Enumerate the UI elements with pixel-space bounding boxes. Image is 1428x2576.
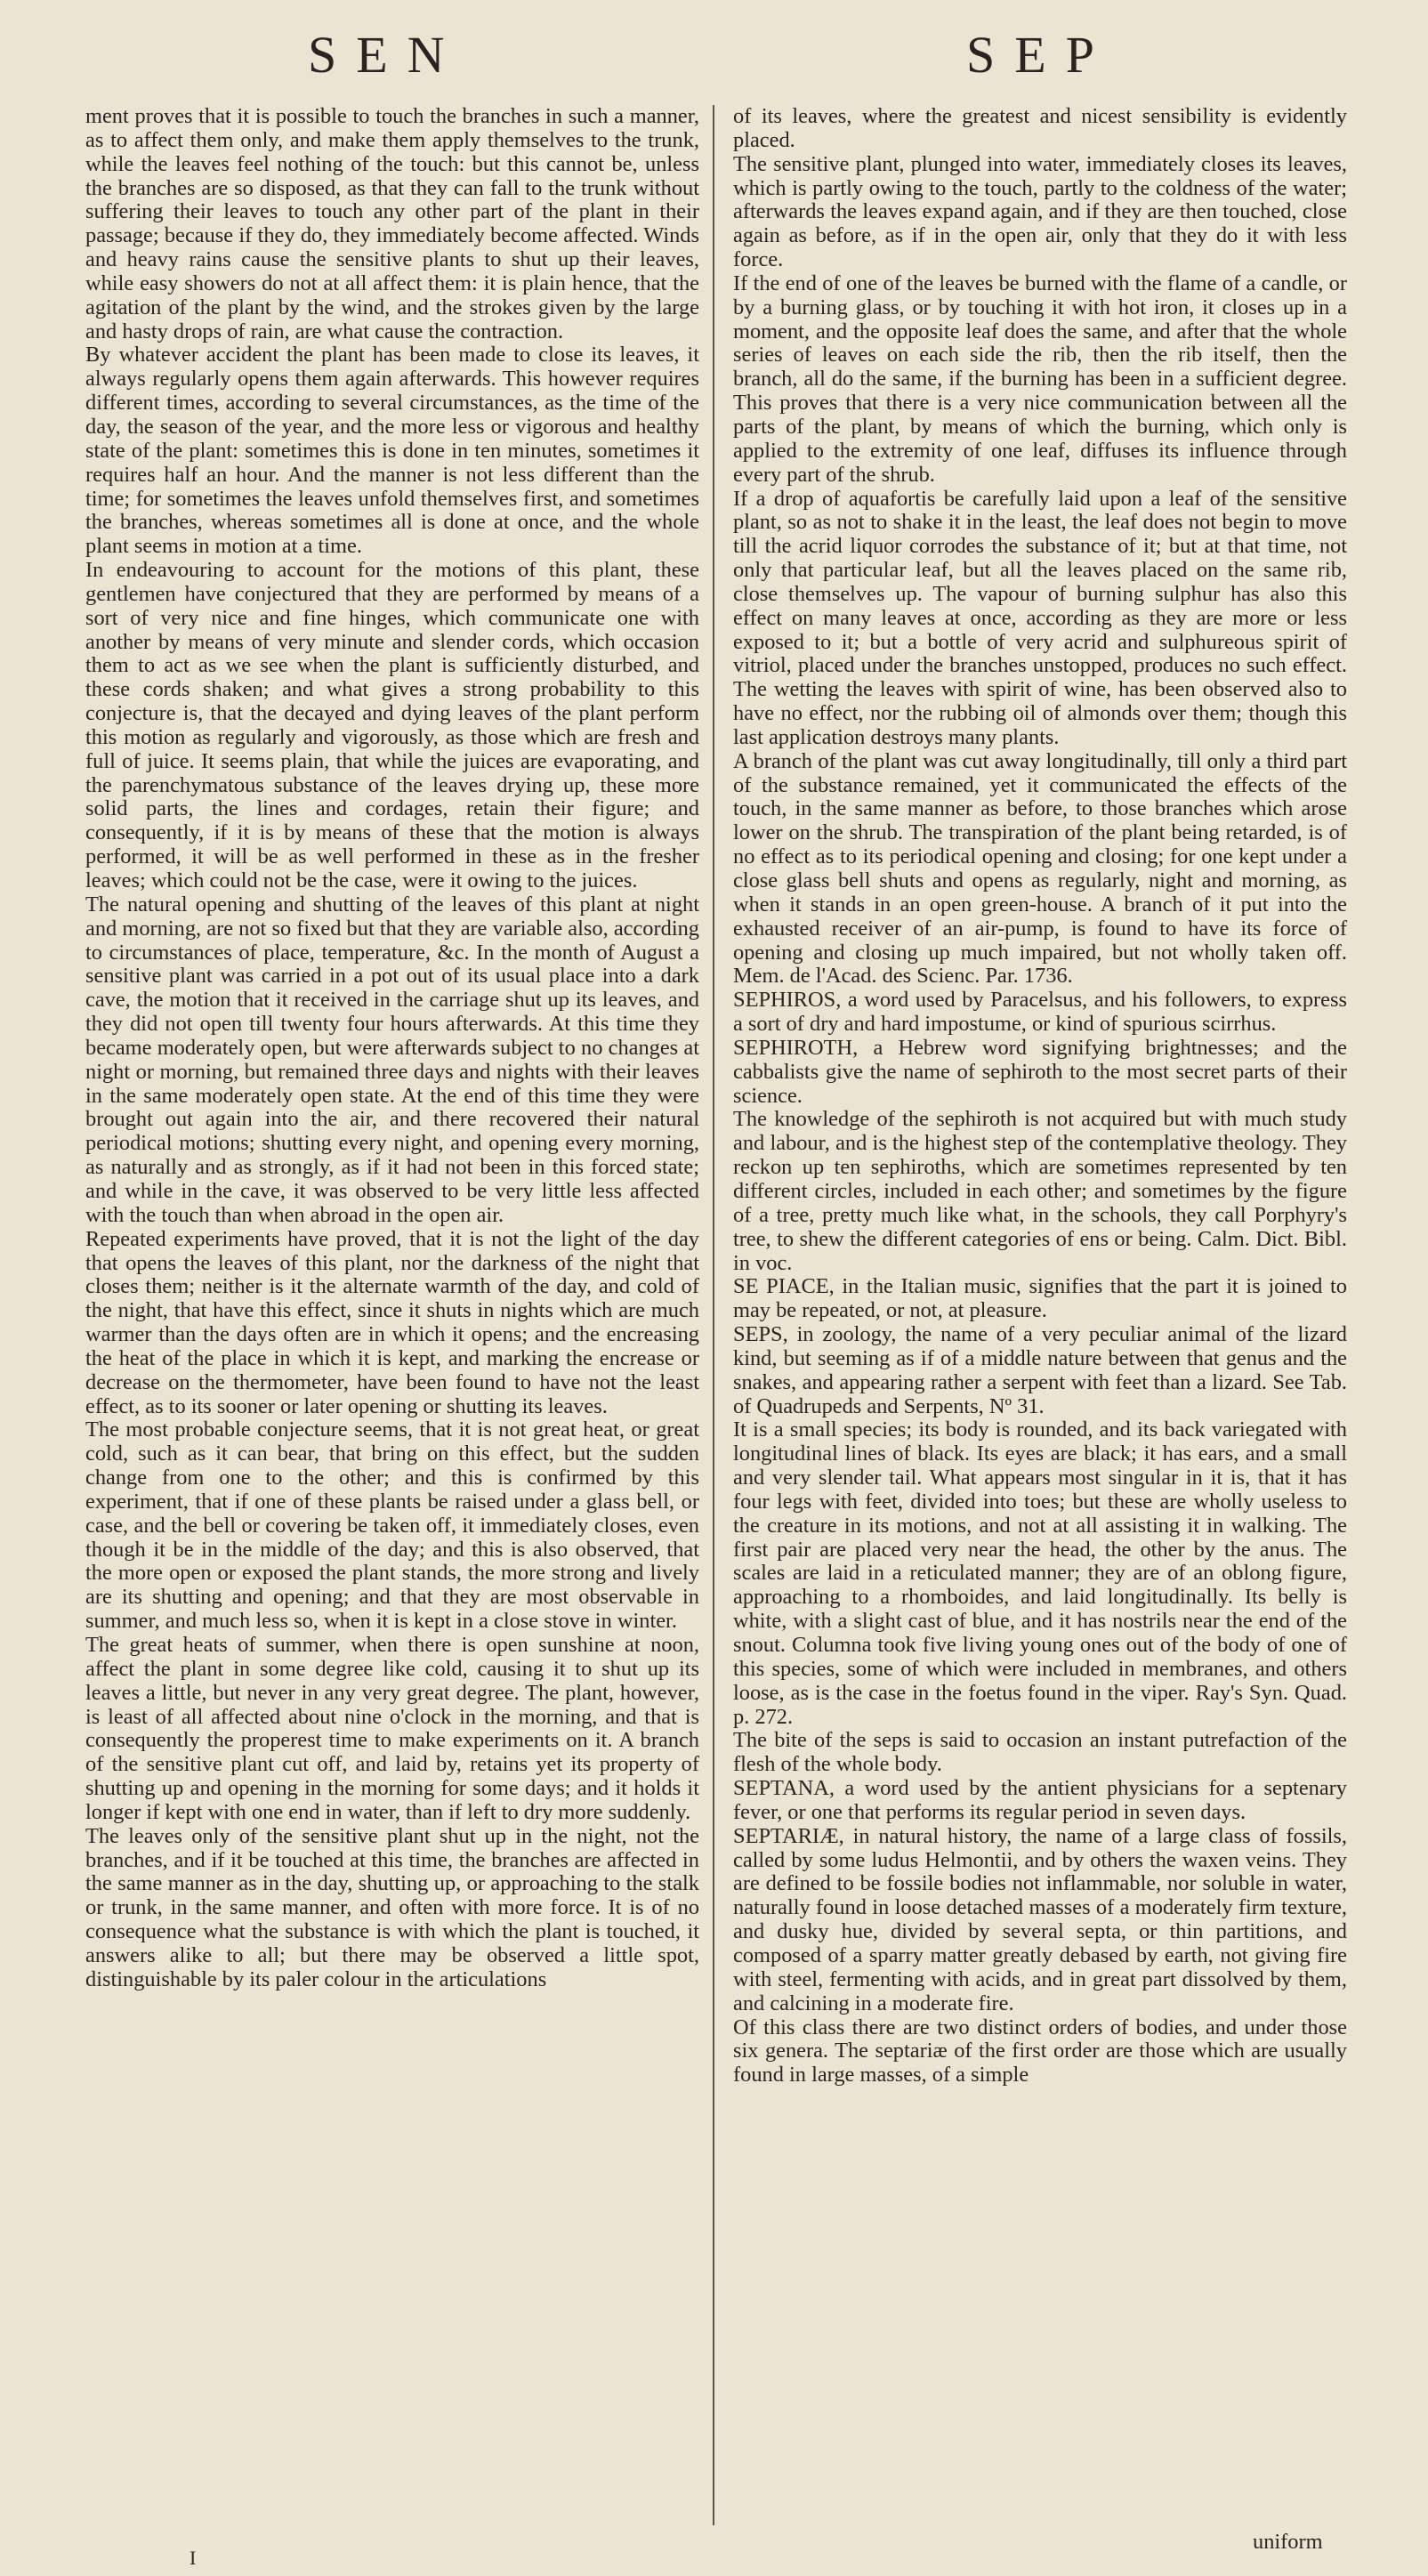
- running-header: [0, 25, 1428, 87]
- right-running-head: SEP: [966, 26, 1114, 84]
- paragraph: The great heats of summer, when there is open sunshine at noon, affect the plant in some degree like cold, causing it to shut up its leaves a little, but never in any very great degree. The plant, however, is least of all affected about nine o'clock in the morning, and that is consequently the properest time to make experiments on it. A branch of the sensitive plant cut off, and laid by, retains yet its property of shutting up and opening in the morning for some days; and it holds it longer if kept with one end in water, than if left to dry more suddenly.: [85, 1633, 699, 1824]
- paragraph: The knowledge of the sephiroth is not acquired but with much study and labour, and is the highest step of the contemplative theology. They reckon up ten sephiroths, which are sometimes represented by ten different circles, included in each other; and sometimes by the figure of a tree, pretty much like what, in the schools, they call Porphyry's tree, to shew the different categories of ens or being. Calm. Dict. Bibl. in voc.: [733, 1107, 1347, 1275]
- catchword: uniform: [1253, 2530, 1323, 2554]
- left-column: [85, 105, 699, 1992]
- paragraph: A branch of the plant was cut away longitudinally, till only a third part of the substance remained, yet it communicated the effects of the touch, in the same manner as before, to those branches which arose lower on the shrub. The transpiration of the plant being retarded, is of no effect as to its periodical opening and closing; for one kept under a close glass bell shuts and opens as regularly, night and morning, as when it stands in an open green-house. A branch of it put into the exhausted receiver of an air-pump, is found to have its force of opening and closing up much impaired, but not wholly taken off. Mem. de l'Acad. des Scienc. Par. 1736.: [733, 748, 1347, 989]
- paragraph: The leaves only of the sensitive plant shut up in the night, not the branches, and if it be touched at this time, the branches are affected in the same manner as in the day, shutting up, or approaching to the stalk or trunk, in the same manner, and often with more force. It is of no consequence what the substance is with which the plant is touched, it answers alike to all; but there may be observed a little spot, distinguishable by its paler colour in the articulations: [85, 1823, 699, 1991]
- signature-mark: I: [190, 2547, 197, 2569]
- column-divider: [713, 105, 714, 2525]
- entry-sephiros: SEPHIROS, a word used by Paracelsus, and his followers, to express a sort of dry and hard impostume, or kind of spurious scirrhus.: [733, 988, 1347, 1037]
- paragraph: The natural opening and shutting of the leaves of this plant at night and morning, are not so fixed but that they are variable also, according to circumstances of place, temperature, &c. In the month of August a sensitive plant was carried in a pot out of its usual place into a dark cave, the motion that it received in the carriage shut up its leaves, and they did not open till twenty four hours afterwards. At this time they became moderately open, but were afterwards subject to no changes at night or morning, but remained three days and nights with their leaves in the same moderately open state. At the end of this time they were brought out again into the air, and there recovered their natural periodical motions; shutting every night, and opening every morning, as naturally and as strongly, as if it had not been in this forced state; and while in the cave, it was observed to be very little less affected with the touch than when abroad in the open air.: [85, 892, 699, 1227]
- paragraph: By whatever accident the plant has been made to close its leaves, it always regularly opens them again afterwards. This however requires different times, according to several circumstances, as the time of the day, the season of the year, and the more less or vigorous and healthy state of the plant: sometimes this is done in ten minutes, sometimes it requires half an hour. And the manner is not less different than the time; for sometimes the leaves unfold themselves first, and sometimes the branches, whereas sometimes all is done at once, and the whole plant seems in motion at a time.: [85, 343, 699, 559]
- entry-seps: SEPS, in zoology, the name of a very peculiar animal of the lizard kind, but seeming as if of a middle nature between that genus and the snakes, and appearing rather a serpent with feet than a lizard. See Tab. of Quadrupeds and Serpents, Nº 31.: [733, 1322, 1347, 1418]
- paragraph: Repeated experiments have proved, that it is not the light of the day that opens the leaves of this plant, nor the darkness of the night that closes them; neither is it the alternate warmth of the day, and cold of the night, that have this effect, since it shuts in nights which are much warmer than the days often are in which it opens; and the encreasing the heat of the place in which it is kept, and marking the encrease or decrease on the thermometer, have been found to have not the least effect, as to its sooner or later opening or shutting its leaves.: [85, 1226, 699, 1418]
- paragraph: The most probable conjecture seems, that it is not great heat, or great cold, such as it can bear, that bring on this effect, but the sudden change from one to the other; and this is confirmed by this experiment, that if one of these plants be raised under a glass bell, or case, and the bell or covering be taken off, it immediately closes, even though it be in the middle of the day; and this is also observed, that the more open or exposed the plant stands, the more strong and lively are its shutting and opening; and that they are most observable in summer, and much less so, when it is kept in a close stove in winter.: [85, 1417, 699, 1634]
- paragraph: The sensitive plant, plunged into water, immediately closes its leaves, which is partly owing to the touch, partly to the coldness of the water; afterwards the leaves expand again, and if they are then touched, close again as before, as if in the open air, only that they do it with less force.: [733, 151, 1347, 272]
- paragraph: The bite of the seps is said to occasion an instant putrefaction of the flesh of the whole body.: [733, 1728, 1347, 1777]
- left-running-head: SEN: [308, 26, 464, 84]
- paragraph: It is a small species; its body is rounded, and its back variegated with longitudinal lines of black. Its eyes are black; it has ears, and a small and very slender tail. What appears most singular in it is, that it has four legs with feet, divided into toes; but these are wholly useless to the creature in its motions, and not at all assisting it in walking. The first pair are placed very near the head, the other by the anus. The scales are laid in a reticulated manner; they are of an oblong figure, approaching to a rhomboides, and laid longitudinally. Its belly is white, with a slight cast of blue, and it has nostrils near the end of the snout. Columna took five living young ones out of the body of one of this species, some of which were included in membranes, and others loose, as is the case in the foetus found in the viper. Ray's Syn. Quad. p. 272.: [733, 1417, 1347, 1729]
- entry-septariae: SEPTARIÆ, in natural history, the name of a large class of fossils, called by some ludus Helmontii, and by others the waxen veins. They are defined to be fossile bodies not inflammable, nor soluble in water, naturally found in loose detached masses of a moderately firm texture, and dusky hue, divided by several septa, or thin partitions, and composed of a sparry matter greatly debased by earth, not giving fire with steel, fermenting with acids, and in great part dissolved by them, and calcining in a moderate fire.: [733, 1823, 1347, 2015]
- paragraph: of its leaves, where the greatest and nicest sensibility is evidently placed.: [733, 104, 1347, 152]
- entry-septana: SEPTANA, a word used by the antient physicians for a septenary fever, or one that performs its regular period in seven days.: [733, 1776, 1347, 1824]
- paragraph: In endeavouring to account for the motions of this plant, these gentlemen have conjectured that they are performed by means of a sort of very nice and fine hinges, which communicate one with another by means of very minute and slender cords, which occasion them to act as we see when the plant is sufficiently disturbed, and these cords shaken; and what gives a strong probability to this conjecture is, that the decayed and dying leaves of the plant perform this motion as regularly and vigorously, as those which are fresh and full of juice. It seems plain, that while the juices are evaporating, and the parenchymatous substance of the leaves drying up, these more solid parts, the lines and cordages, retain their figure; and consequently, if it is by means of these that the motion is always performed, it will be as well performed in these as in the fresher leaves; which could not be the case, were it owing to the juices.: [85, 558, 699, 892]
- right-column: [733, 105, 1347, 2087]
- paragraph: Of this class there are two distinct orders of bodies, and under those six genera. The septariæ of the first order are those which are usually found in large masses, of a simple: [733, 2015, 1347, 2087]
- entry-sephiroth: SEPHIROTH, a Hebrew word signifying brightnesses; and the cabbalists give the name of sephiroth to the most secret parts of their science.: [733, 1035, 1347, 1108]
- paragraph: ment proves that it is possible to touch the branches in such a manner, as to affect them only, and make them apply themselves to the trunk, while the leaves feel nothing of the touch: but this cannot be, unless the branches are so disposed, as that they can fall to the trunk without suffering their leaves to touch any other part of the plant in their passage; because if they do, they immediately become affected. Winds and heavy rains cause the sensitive plants to shut up their leaves, while easy showers do not at all affect them: it is plain hence, that the agitation of the plant by the wind, and the strokes given by the large and hasty drops of rain, are what cause the contraction.: [85, 104, 699, 343]
- paragraph: If the end of one of the leaves be burned with the flame of a candle, or by a burning glass, or by touching it with hot iron, it closes up in a moment, and the opposite leaf does the same, and after that the whole series of leaves on each side the rib, then the rib itself, then the branch, all do the same, if the burning has been in a sufficient degree. This proves that there is a very nice communication between all the parts of the plant, by means of which the burning, which only is applied to the extremity of one leaf, diffuses its influence through every part of the shrub.: [733, 271, 1347, 487]
- paragraph: If a drop of aquafortis be carefully laid upon a leaf of the sensitive plant, so as not to shake it in the least, the leaf does not begin to move till the acrid liquor corrodes the substance of it; but at that time, not only that particular leaf, but all the leaves placed on the same rib, close themselves up. The vapour of burning sulphur has also this effect on many leaves at once, according as they are more or less exposed to it; but a bottle of very acrid and sulphureous spirit of vitriol, placed under the branches unstopped, produces no such effect. The wetting the leaves with spirit of wine, has been observed also to have no effect, nor the rubbing oil of almonds over them; though this last application destroys many plants.: [733, 486, 1347, 749]
- entry-se-piace: SE PIACE, in the Italian music, signifies that the part it is joined to may be repeated, or not, at pleasure.: [733, 1274, 1347, 1323]
